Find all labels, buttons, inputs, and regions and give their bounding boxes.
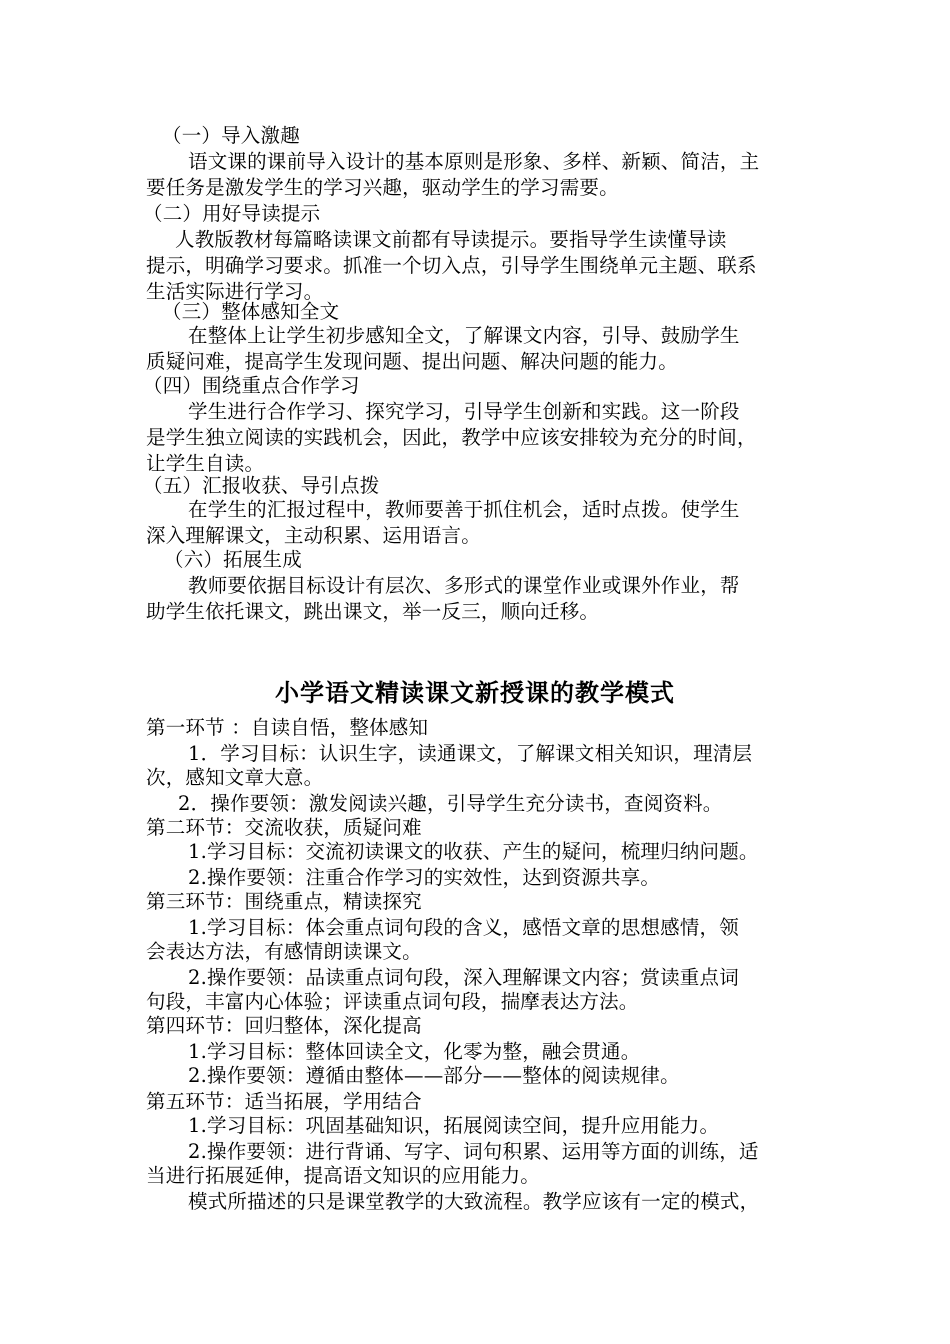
paragraph-line: 当进行拓展延伸，提高语文知识的应用能力。	[146, 1164, 541, 1187]
paragraph-line: 1.学习目标：体会重点词句段的含义，感悟文章的思想感情，领	[188, 916, 739, 939]
paragraph-line: 1.学习目标：巩固基础知识，拓展阅读空间，提升应用能力。	[188, 1114, 720, 1137]
stage-heading: 第一环节 ：自读自悟，整体感知	[146, 716, 429, 739]
section-title: 小学语文精读课文新授课的教学模式	[275, 679, 675, 707]
paragraph-line: 1.学习目标：交流初读课文的收获、产生的疑问，梳理归纳问题。	[188, 840, 759, 863]
paragraph-line: 2.操作要领：品读重点词句段，深入理解课文内容；赏读重点词	[188, 966, 739, 989]
paragraph-line: 助学生依托课文，跳出课文，举一反三，顺向迁移。	[146, 600, 600, 623]
heading-2: （二）用好导读提示	[143, 202, 321, 225]
heading-6: （六）拓展生成	[164, 548, 302, 571]
paragraph-line: 学生进行合作学习、探究学习，引导学生创新和实践。这一阶段	[188, 400, 740, 423]
paragraph-line: 人教版教材每篇略读课文前都有导读提示。要指导学生读懂导读	[175, 228, 727, 251]
stage-heading: 第四环节：回归整体，深化提高	[146, 1014, 422, 1037]
heading-3: （三）整体感知全文	[162, 300, 340, 323]
paragraph-line: 模式所描述的只是课堂教学的大致流程。教学应该有一定的模式，	[188, 1190, 760, 1213]
paragraph-line: 2．操作要领：激发阅读兴趣，引导学生充分读书，查阅资料。	[178, 792, 723, 815]
heading-5: （五）汇报收获、导引点拨	[143, 474, 380, 497]
paragraph-line: 2.操作要领：进行背诵、写字、词句积累、运用等方面的训练，适	[188, 1140, 759, 1163]
heading-1: （一）导入激趣	[162, 124, 300, 147]
paragraph-line: 会表达方法，有感情朗读课文。	[146, 940, 422, 963]
paragraph-line: 生活实际进行学习。	[146, 280, 324, 303]
paragraph-line: 在整体上让学生初步感知全文，了解课文内容，引导、鼓励学生	[188, 324, 740, 347]
paragraph-line: 质疑问难，提高学生发现问题、提出问题、解决问题的能力。	[146, 350, 678, 373]
stage-heading: 第五环节：适当拓展，学用结合	[146, 1090, 422, 1113]
paragraph-line: 是学生独立阅读的实践机会，因此，教学中应该安排较为充分的时间，	[146, 426, 757, 449]
paragraph-line: 1．学习目标：认识生字，读通课文，了解课文相关知识，理清层	[188, 742, 753, 765]
heading-4: （四）围绕重点合作学习	[143, 374, 360, 397]
stage-heading: 第二环节：交流收获，质疑问难	[146, 816, 422, 839]
paragraph-line: 提示，明确学习要求。抓准一个切入点，引导学生围绕单元主题、联系	[146, 254, 757, 277]
paragraph-line: 在学生的汇报过程中，教师要善于抓住机会，适时点拨。使学生	[188, 498, 740, 521]
paragraph-line: 语文课的课前导入设计的基本原则是形象、多样、新颖、简洁，主	[188, 150, 760, 173]
paragraph-line: 2.操作要领：注重合作学习的实效性，达到资源共享。	[188, 866, 661, 889]
paragraph-line: 1.学习目标：整体回读全文，化零为整，融会贯通。	[188, 1040, 641, 1063]
paragraph-line: 要任务是激发学生的学习兴趣，驱动学生的学习需要。	[146, 176, 619, 199]
stage-heading: 第三环节：围绕重点，精读探究	[146, 890, 422, 913]
paragraph-line: 次，感知文章大意。	[146, 766, 324, 789]
paragraph-line: 2.操作要领：遵循由整体——部分——整体的阅读规律。	[188, 1064, 680, 1087]
paragraph-line: 句段，丰富内心体验；评读重点词句段，揣摩表达方法。	[146, 990, 639, 1013]
paragraph-line: 教师要依据目标设计有层次、多形式的课堂作业或课外作业，帮	[188, 574, 740, 597]
paragraph-line: 让学生自读。	[146, 452, 265, 475]
paragraph-line: 深入理解课文，主动积累、运用语言。	[146, 524, 481, 547]
